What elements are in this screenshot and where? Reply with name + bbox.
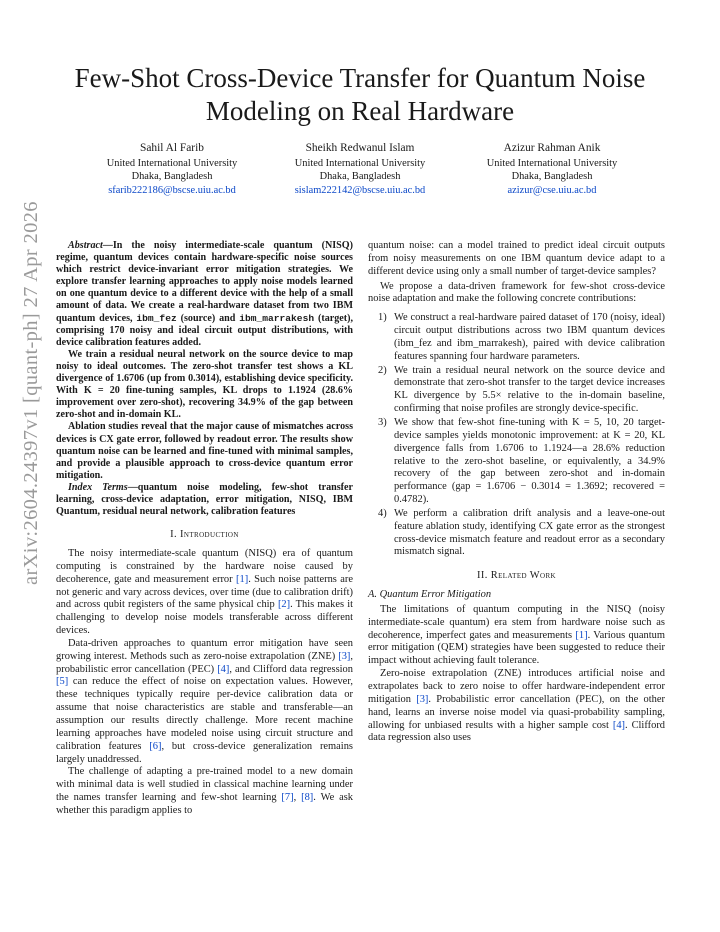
title-line-2: Modeling on Real Hardware [205,96,515,126]
author-location: Dhaka, Bangladesh [319,171,401,183]
citation-link[interactable]: [5] [56,676,69,688]
text: , probabilistic error cancellation (PEC) [56,650,353,675]
list-text: We construct a real-hardware paired dataset of 170 (noisy, ideal) circuit output distributions across two IBM quantum devices (ibm_fez and ibm_marrakesh), paired with device calibration features spanning four hardware parameters. [394,312,665,362]
text: . This makes it challenging to develop noise models transferable across different devices. [56,599,353,637]
section-heading-related-work: II. Related Work [476,570,557,582]
text: , [293,792,302,804]
text: can reduce the effect of noise on expectation values. However, these techniques typically require per-device calibration data or assume that noise characteristics are stable and transferable—an assumption our results directly challenge. More recent machine learning approaches have modeled noise using circuit structure and calibration features [56,676,353,752]
author-location: Dhaka, Bangladesh [131,171,213,183]
text: . Clifford data regression also uses [368,719,666,744]
list-item [368,508,665,559]
citation-link[interactable]: [1] [575,629,588,641]
intro-paragraph-4: We propose a data-driven framework for few-shot cross-device noise adaptation and make the following concrete contributions: [368,280,665,305]
list-number: 2) [378,364,387,376]
list-item [368,365,665,416]
arxiv-stamp[interactable]: arXiv:2604.24397v1 [quant-ph] 27 Apr 2026 [20,201,42,585]
author-block-2 [260,142,460,197]
intro-paragraph-3-cont: quantum noise: can a model trained to predict ideal circuit outputs from noisy measurements on one IBM quantum device adapt to a different device using only a small number of target-device samples? [368,240,665,277]
list-number: 4) [378,507,387,519]
subsection-heading: A. Quantum Error Mitigation [368,589,492,601]
citation-link[interactable]: [3] [416,693,429,705]
text: , and Clifford data regression [229,663,353,675]
text: , but cross-device generalization remains largely unaddressed. [56,740,353,765]
list-text: We train a residual neural network on the source device and demonstrate that zero-shot transfer to the target device increases KL divergence by 5.5× relative to the in-domain baseline, confirming that noise profiles are strongly device-specific. [394,364,665,415]
citation-link[interactable]: [3] [338,650,351,662]
list-item [368,417,665,507]
text: Data-driven approaches to quantum error mitigation have seen growing interest. Methods such as zero-noise extrapolation (ZNE) [56,637,353,662]
citation-link[interactable]: [6] [149,740,162,752]
abstract-p1b: (source) and [176,312,240,324]
text: . Probabilistic error cancellation (PEC), on the other hand, learns an inverse noise model via quasi-probability sampling, allowing for unbiased results with a higher sample cost [368,693,665,731]
list-text: We show that few-shot fine-tuning with K = 5, 10, 20 target-device samples yields monotonic improvement: at K = 20, KL divergence falls from 1.6706 to 1.1924—a 28.6% reduction relative to the zero-shot baseline, or equivalently, a 34.9% recovery of the gap between zero-shot and in-domain performance (gap = 1.6706 − 0.3014 = 1.3692; recovered = 0.4782). [394,416,665,506]
author-affiliation: United International University [486,157,618,169]
text: . Such noise patterns are not generic and vary across devices, over time (due to calibration drift) and across qubit registers of the same physical chip [56,573,353,611]
intro-paragraph-3 [56,766,353,817]
citation-link[interactable]: [2] [277,599,291,611]
device-source: ibm_fez [136,312,177,324]
related-paragraph-1 [368,604,665,668]
left-column [56,240,353,818]
author-name: Azizur Rahman Anik [503,142,601,154]
list-text: We perform a calibration drift analysis and a leave-one-out feature ablation study, identifying CX gate error as the strongest cross-device mismatch feature and readout error as a secondary mismatch signal. [394,507,665,558]
author-block-3 [452,142,652,197]
text: . Various quantum error mitigation (QEM) strategies have been suggested to reduce their impact without achieving fault tolerance. [368,629,665,667]
right-column [368,240,665,745]
abstract-p1: —In the noisy intermediate-scale quantum (NISQ) regime, quantum devices contain hardware-specific noise sources which restrict device-invariant error mitigation strategies. We explore transfer learning approaches to apply noise models learned on one quantum device to a different device with the help of a small amount of data. We create a real-hardware dataset from two IBM quantum devices, [56,240,353,324]
author-location: Dhaka, Bangladesh [511,171,593,183]
device-target: ibm_marrakesh [239,312,315,324]
author-affiliation: United International University [106,157,238,169]
text: Zero-noise extrapolation (ZNE) introduces artificial noise and extrapolates back to zero noise to offer hardware-independent error mitigation [368,668,665,705]
index-terms: —quantum noise modeling, few-shot transfer learning, cross-device adaptation, error mitigation, NISQ, IBM Quantum, residual neural network, calibration features [56,481,353,518]
citation-link[interactable]: [8] [301,792,314,804]
abstract-p2: We train a residual neural network on the source device to map noisy to ideal outcomes. The zero-shot transfer test shows a KL divergence of 1.6706 (up from 0.3014), establishing device specificity. With K = 20 fine-tuning samples, KL drops to 1.1924 (28.6% improvement over zero-shot), recovering 34.9% of the gap between zero-shot and in-domain KL. [56,348,353,421]
author-name: Sheikh Redwanul Islam [305,142,415,154]
intro-paragraph-2 [56,638,353,766]
list-item [368,312,665,363]
list-number: 3) [378,416,387,428]
related-paragraph-2 [368,668,665,745]
author-block-1 [72,142,272,197]
author-email[interactable]: sfarib222186@bscse.uiu.ac.bd [108,184,236,196]
index-terms-label: Index Terms [68,481,128,493]
contributions-list [368,312,665,559]
text: The noisy intermediate-scale quantum (NISQ) era of quantum computing is constrained by the hardware noise caused by decoherence, gate and measurement error [56,548,353,585]
text: The challenge of adapting a pre-trained model to a new domain with minimal data is well studied in classical machine learning under the names transfer learning and few-shot learning [56,766,353,804]
abstract-p3: Ablation studies reveal that the major cause of mismatches across devices is CX gate error, followed by readout error. The results show quantum noise can be learned and fine-tuned with minimal samples, and provide a plausible approach to cross-device quantum error mitigation. [56,421,353,481]
list-number: 1) [378,312,387,324]
section-heading-introduction: I. Introduction [170,529,239,541]
author-name: Sahil Al Farib [140,142,204,154]
author-email[interactable]: sislam222142@bscse.uiu.ac.bd [294,184,426,196]
text: The limitations of quantum computing in the NISQ (noisy intermediate-scale quantum) era stem from hardware noise such as decoherence, imperfect gates and measurements [368,603,665,641]
abstract [56,240,353,518]
intro-paragraph-1 [56,548,353,638]
citation-link[interactable]: [7] [281,792,294,804]
title-line-1: Few-Shot Cross-Device Transfer for Quantum Noise [74,63,646,93]
abstract-label: Abstract [68,240,103,251]
paper-title [0,62,720,128]
abstract-p1c: (target), comprising 170 noisy and ideal circuit output distributions, with device calibration features added. [56,312,353,348]
citation-link[interactable]: [4] [612,719,626,731]
author-email[interactable]: azizur@cse.uiu.ac.bd [507,184,597,196]
author-affiliation: United International University [294,157,426,169]
citation-link[interactable]: [4] [217,663,230,675]
citation-link[interactable]: [1] [236,573,249,585]
text: . We ask whether this paradigm applies to [56,792,354,816]
